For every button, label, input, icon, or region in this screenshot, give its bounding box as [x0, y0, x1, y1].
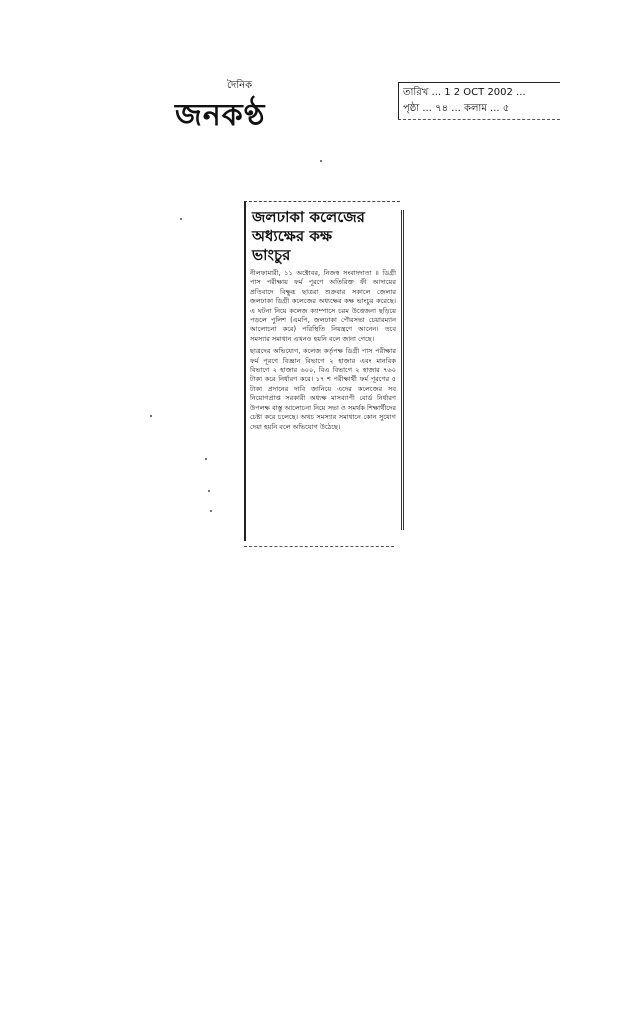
headline-line: অধ্যক্ষের কক্ষ — [252, 227, 333, 245]
masthead-small-label: দৈনিক — [227, 80, 253, 91]
scan-speck — [210, 510, 212, 512]
article-body — [246, 265, 400, 432]
clipping-stamp — [398, 82, 560, 120]
article-paragraph: ছাত্রদের অভিযোগ, কলেজ কর্তৃপক্ষ ডিগ্রী পাস পরীক্ষার ফর্ম পূরণে বিজ্ঞান বিভাগে ২ হাজার এবং মানবিক বিভাগে ২ হাজার ৬০০, বিএ বিভাগে ২ হাজার ৭৬০ টাকা করে নির্ধারণ করে। ১৭ শ পরীক্ষার্থী ফর্ম পূরণের ৫ টাকা প্রদানের দাবি জানিয়ে এদের কলেজের সব নিয়োগপ্রাপ্ত সরকারী অধ্যক্ষ মাসব্যাপী বোর্ড নির্ধারণ উপলক্ষ বাস্তু আলোচনা নিয়ে সভা ও সমর্থক শিক্ষার্থীদের চেষ্টা করে চলেছে। অথচ সমস্যার সমাধানে কোন সুযোগ দেয়া হয়নি বলে অভিযোগ উঠেছে। — [250, 347, 396, 431]
clipping-bottom-edge — [244, 546, 394, 547]
scan-speck — [320, 160, 322, 162]
masthead-title: জনকণ্ঠ — [175, 98, 266, 133]
clipping-edge — [397, 210, 404, 530]
article-headline — [246, 202, 400, 265]
stamp-date-line: তারিখ ... 1 2 OCT 2002 ... — [403, 87, 526, 98]
scan-speck — [180, 218, 182, 220]
scan-speck — [150, 415, 152, 417]
scan-speck — [208, 490, 210, 492]
stamp-page-line: পৃষ্ঠা ... ৭৪ ... কলাম ... ৫ — [403, 103, 510, 114]
article-paragraph: নীলফামারী, ১১ অক্টোবর, নিজস্ব সংবাদদাতা ॥ ডিগ্রী পাস পরীক্ষায় ফর্ম পূরণে অতিরিক্ত ফী আদায়ের প্রতিবাদে বিক্ষুব্ধ ছাত্ররা শুক্রবার সকালে জেলার জলঢাকা ডিগ্রী কলেজের অধ্যক্ষের কক্ষ ভাংচুর করেছে। এ ঘটনা নিয়ে কলেজ ক্যাম্পাসে চরম উত্তেজনা ছড়িয়ে পড়লে পুলিশ (এমপি, জলঢাকা পৌরসভা চেয়ারম্যান আলোচনা করে) পরিস্থিতি নিয়ন্ত্রণে আনেন। তবে সমস্যার সমাধান এখনও হয়নি বলে জানা গেছে। — [250, 269, 396, 343]
headline-line: ভাংচুর — [252, 246, 291, 264]
news-clipping — [244, 201, 400, 541]
newspaper-masthead — [175, 78, 310, 142]
headline-line: জলঢাকা কলেজের — [252, 208, 365, 226]
scan-speck — [205, 458, 207, 460]
